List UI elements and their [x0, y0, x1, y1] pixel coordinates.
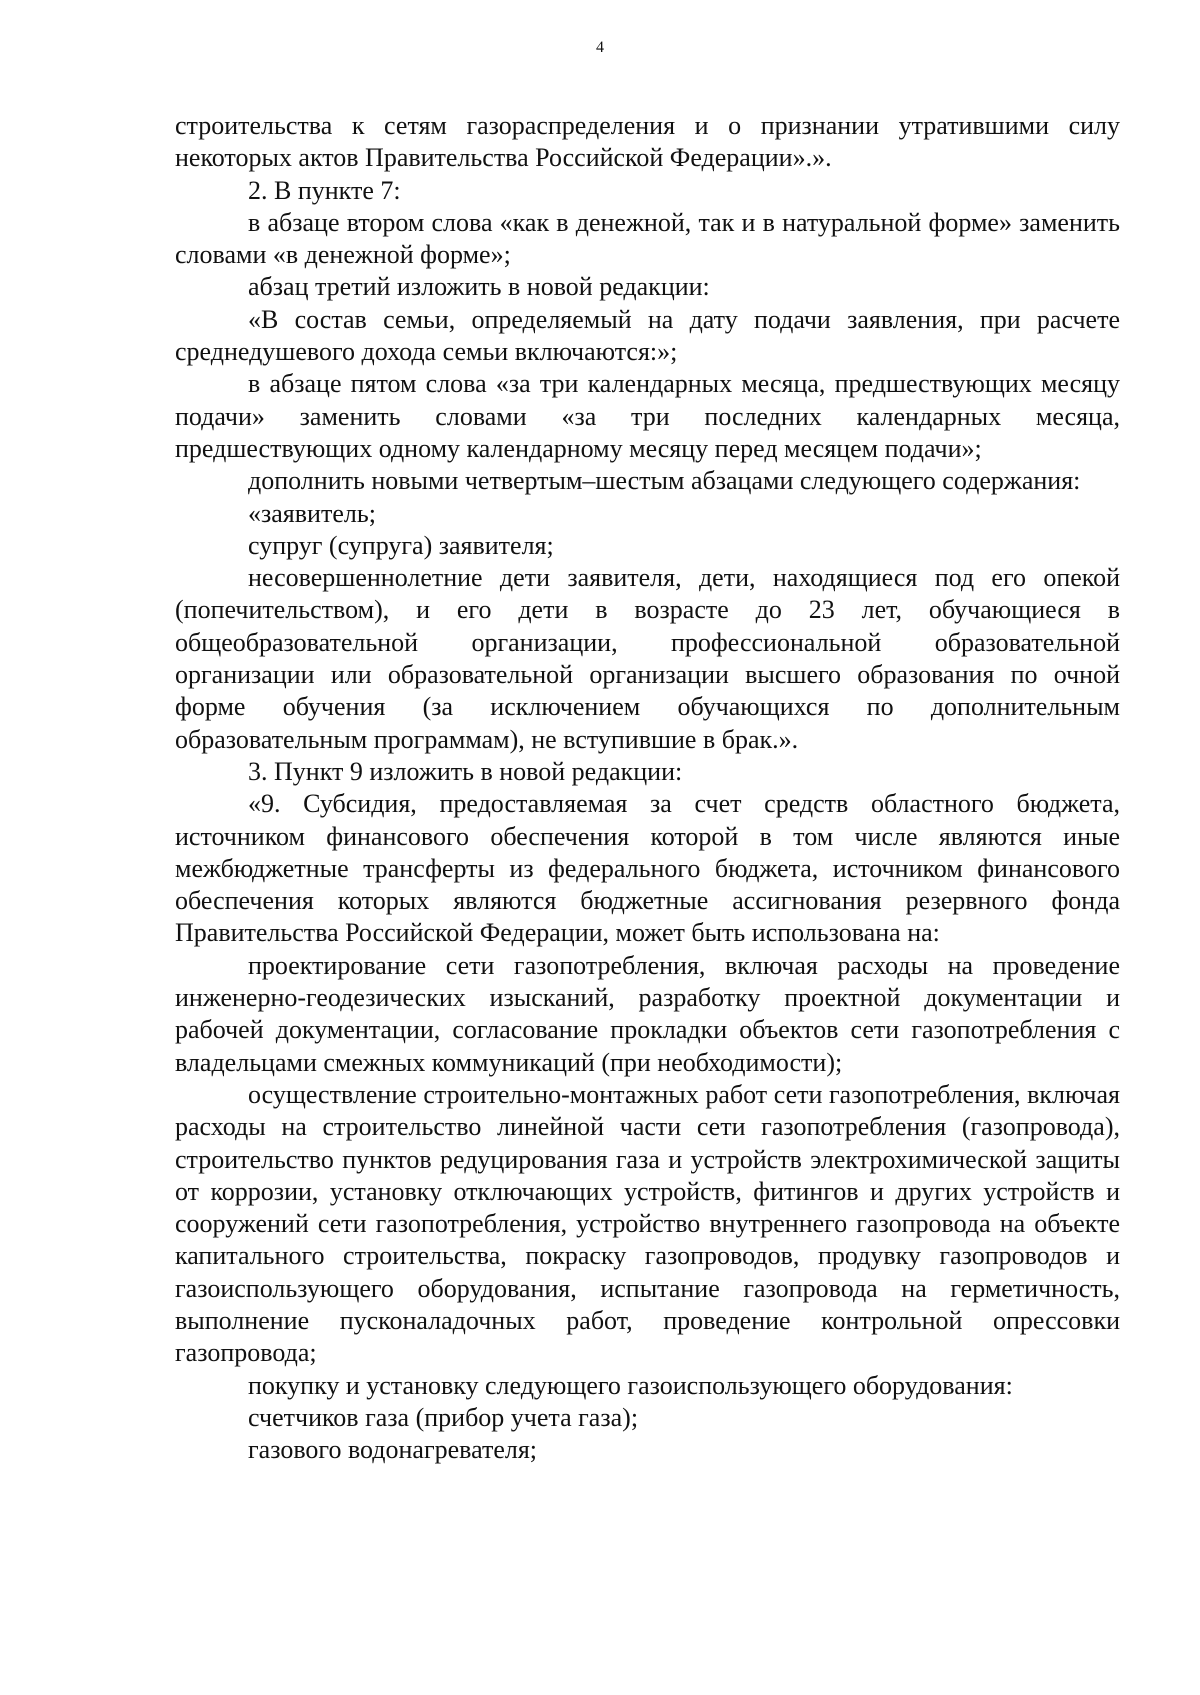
paragraph-list-item: супруг (супруга) заявителя;	[248, 530, 554, 560]
page-number: 4	[596, 39, 604, 56]
paragraph-list-item: счетчиков газа (прибор учета газа);	[248, 1402, 639, 1432]
paragraph-item-3-heading: 3. Пункт 9 изложить в новой редакции:	[248, 756, 683, 786]
paragraph-list-item: покупку и установку следующего газоиспользующего оборудования:	[248, 1370, 1013, 1400]
paragraph-item-2-heading: 2. В пункте 7:	[248, 175, 401, 205]
paragraph-list-item: несовершеннолетние дети заявителя, дети, находящиеся под его опекой (попечительством), и его дети в возрасте до 23 лет, обучающиеся в общеобразовательной организации, профессиональной образовательной организации или образовательной организации высшего образования по очной форме обучения (за исключением обучающихся по дополнительным образовательным программам), не вступившие в брак.».	[175, 563, 1120, 754]
paragraph-list-item: осуществление строительно-монтажных работ сети газопотребления, включая расходы на строительство линейной части сети газопотребления (газопровода), строительство пунктов редуцирования газа и устройств электрохимической защиты от коррозии, установку отключающих устройств, фитингов и других устройств и сооружений сети газопотребления, устройство внутреннего газопровода на объекте капитального строительства, покраску газопроводов, продувку газопроводов и газоиспользующего оборудования, испытание газопровода на герметичность, выполнение пусконаладочных работ, проведение контрольной опрессовки газопровода;	[175, 1079, 1120, 1368]
paragraph-amendment: абзац третий изложить в новой редакции:	[248, 272, 710, 302]
paragraph-amendment: дополнить новыми четвертым–шестым абзацами следующего содержания:	[248, 466, 1081, 496]
paragraph-amendment: в абзаце пятом слова «за три календарных месяца, предшествующих месяцу подачи» заменить словами «за три последних календарных месяца, предшествующих одному календарному месяцу перед месяцем подачи»;	[175, 369, 1120, 463]
paragraph-continuation: строительства к сетям газораспределения и о признании утратившими силу некоторых актов Правительства Российской Федерации».».	[175, 111, 1120, 173]
paragraph-list-item: «заявитель;	[248, 498, 376, 528]
document-body	[175, 110, 1120, 1466]
paragraph-list-item: газового водонагревателя;	[248, 1435, 538, 1465]
paragraph-quote: «9. Субсидия, предоставляемая за счет средств областного бюджета, источником финансового обеспечения которой в том числе являются иные межбюджетные трансферты из федерального бюджета, источником финансового обеспечения которых являются бюджетные ассигнования резервного фонда Правительства Российской Федерации, может быть использована на:	[175, 789, 1120, 948]
paragraph-list-item: проектирование сети газопотребления, включая расходы на проведение инженерно-геодезических изысканий, разработку проектной документации и рабочей документации, согласование прокладки объектов сети газопотребления с владельцами смежных коммуникаций (при необходимости);	[175, 950, 1120, 1077]
paragraph-amendment: в абзаце втором слова «как в денежной, так и в натуральной форме» заменить словами «в денежной форме»;	[175, 207, 1120, 270]
paragraph-quote: «В состав семьи, определяемый на дату подачи заявления, при расчете среднедушевого дохода семьи включаются:»;	[175, 304, 1120, 367]
